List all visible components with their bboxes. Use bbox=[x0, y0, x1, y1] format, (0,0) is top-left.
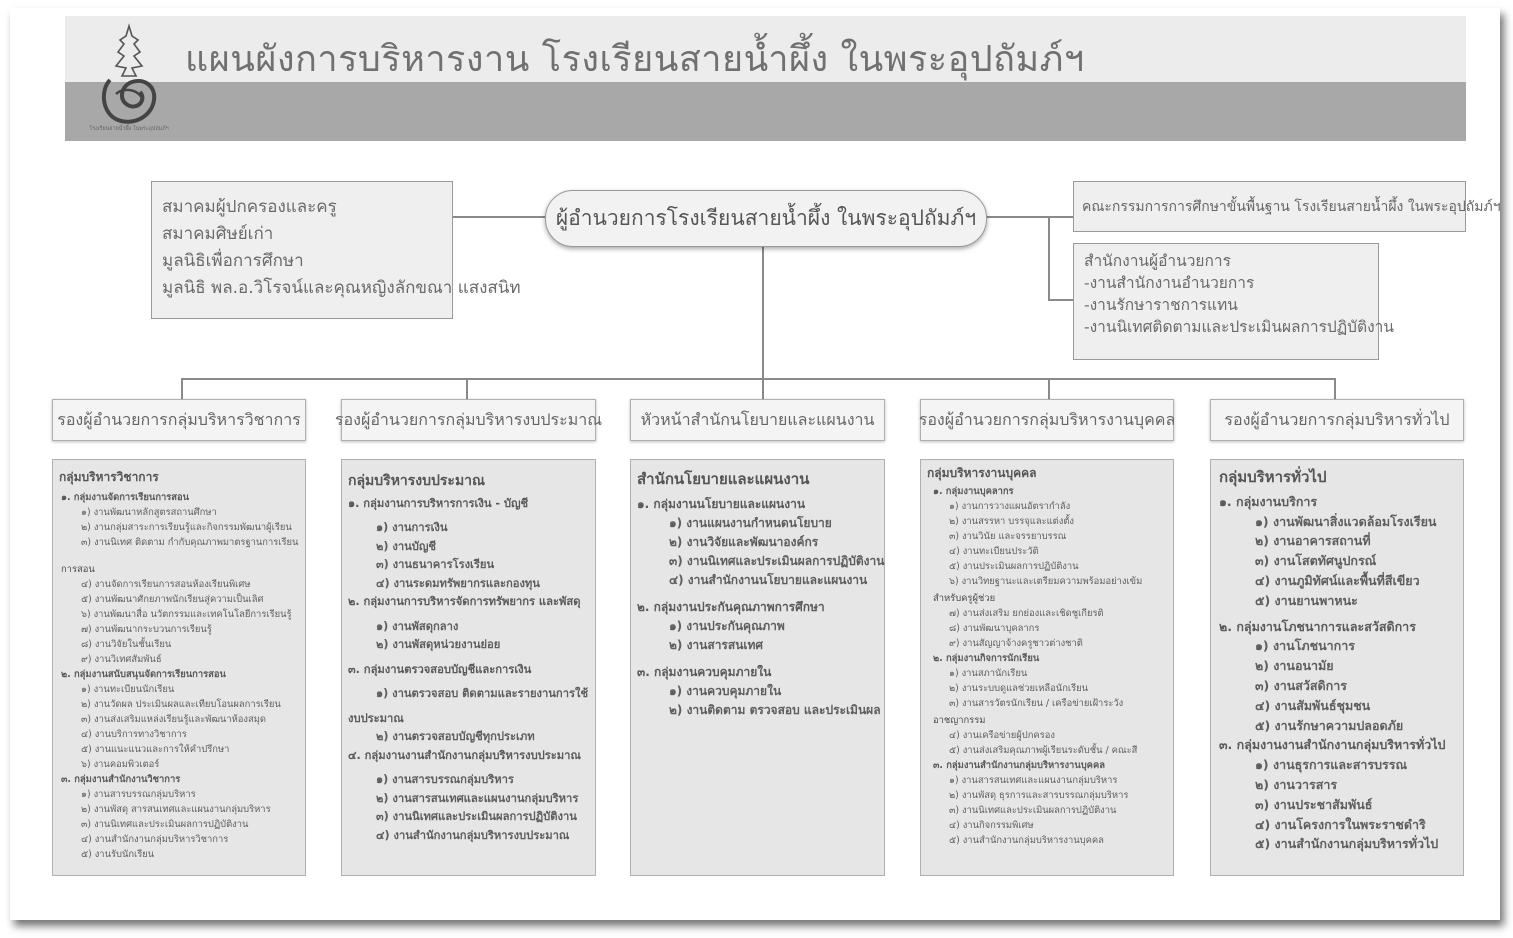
head-budget: รองผู้อำนวยการกลุ่มบริหารงบประมาณ bbox=[341, 399, 596, 441]
task-item: ๘) งานพัฒนาบุคลากร bbox=[949, 623, 1040, 634]
spacer bbox=[637, 590, 878, 598]
task-item: ๑) งานสารสนเทศและแผนงานกลุ่มบริหาร bbox=[949, 775, 1118, 786]
task-item: ๔) งานเครือข่ายผู้ปกครอง bbox=[949, 730, 1055, 741]
connector bbox=[181, 378, 1336, 380]
department-title: สำนักนโยบายและแผนงาน bbox=[637, 470, 810, 488]
task-item: ๕) งานประเมินผลการปฏิบัติงาน bbox=[949, 561, 1079, 572]
task-item: ๑) งานพัฒนาสิ่งแวดล้อมโรงเรียน bbox=[1255, 513, 1437, 529]
connector bbox=[453, 216, 545, 218]
task-item: ๕) งานรักษาความปลอดภัย bbox=[1255, 717, 1404, 733]
task-group: ๑. กลุ่มงานนโยบายและแผนงาน bbox=[637, 497, 806, 511]
task-item: ๒) งานอาคารสถานที่ bbox=[1255, 533, 1371, 549]
task-group: ๓. กลุ่มงานควบคุมภายใน bbox=[637, 665, 772, 679]
personnel-department-box bbox=[920, 459, 1174, 876]
box-line: สมาคมผู้ปกครองและครู bbox=[162, 197, 337, 217]
task-item: ๒) งานวัดผล ประเมินผลและเทียบโอนผลการเรียน bbox=[81, 699, 281, 710]
task-item: ๙) งานวิเทศสัมพันธ์ bbox=[81, 654, 162, 665]
task-group: ๒. กลุ่มงานโภชนาการและสวัสดิการ bbox=[1219, 618, 1416, 634]
task-item: ๑) งานสารบรรณกลุ่มบริหาร bbox=[376, 773, 514, 786]
header-band bbox=[65, 82, 1466, 141]
task-item: ๕) งานแนะแนวและการให้คำปรึกษา bbox=[81, 744, 230, 755]
spacer bbox=[59, 550, 299, 558]
task-group: ๑. กลุ่มงานบุคลากร bbox=[933, 486, 1014, 497]
task-item: ๓) งานสวัสดิการ bbox=[1255, 677, 1347, 693]
connector bbox=[985, 216, 1073, 218]
task-item: ๓) งานนิเทศและประเมินผลการปฏิบัติงาน bbox=[81, 819, 249, 830]
head-general: รองผู้อำนวยการกลุ่มบริหารทั่วไป bbox=[1210, 399, 1464, 441]
general-department-box bbox=[1210, 459, 1464, 876]
task-item: ๑) งานการวางแผนอัตรากำลัง bbox=[949, 501, 1071, 512]
department-title: กลุ่มบริหารวิชาการ bbox=[59, 470, 159, 484]
logo-caption: โรงเรียนสายน้ำผึ้ง ในพระอุปถัมภ์ฯ bbox=[89, 126, 169, 132]
page-title: แผนผังการบริหารงาน โรงเรียนสายน้ำผึ้ง ในพระอุปถัมภ์ฯ bbox=[185, 39, 1085, 80]
task-item: ๑) งานพัฒนาหลักสูตรสถานศึกษา bbox=[81, 507, 217, 518]
connector bbox=[1048, 378, 1050, 399]
task-item: ๓) งานนิเทศและประเมินผลการปฏิบัติงาน bbox=[669, 554, 885, 568]
task-group: ๒. กลุ่มงานกิจการนักเรียน bbox=[933, 653, 1040, 664]
director-office-box bbox=[1073, 243, 1394, 360]
connector bbox=[1048, 216, 1050, 300]
department-title: กลุ่มบริหารงานบุคคล bbox=[927, 466, 1037, 480]
task-item: ๒) งานติดตาม ตรวจสอบ และประเมินผล bbox=[669, 703, 881, 717]
task-item: ๑) งานธุรการและสารบรรณ bbox=[1255, 757, 1408, 773]
task-group: ๑. กลุ่มงานจัดการเรียนการสอน bbox=[61, 492, 190, 503]
task-item: ๗) งานพัฒนากระบวนการเรียนรู้ bbox=[81, 624, 212, 635]
task-group: สำหรับครูผู้ช่วย bbox=[933, 593, 996, 604]
task-item: ๕) งานรับนักเรียน bbox=[81, 849, 155, 860]
task-item: ๑) งานตรวจสอบ ติดตามและรายงานการใช้ bbox=[376, 687, 589, 700]
head-academic: รองผู้อำนวยการกลุ่มบริหารวิชาการ bbox=[52, 399, 306, 441]
task-item: ๑) งานประกันคุณภาพ bbox=[669, 619, 785, 633]
task-group: อาชญากรรม bbox=[933, 715, 986, 726]
task-item: ๘) งานวิจัยในชั้นเรียน bbox=[81, 639, 172, 650]
task-item: ๓) งานนิเทศ ติดตาม กำกับคุณภาพมาตรฐานการเรียน bbox=[81, 537, 299, 548]
task-item: ๒) งานสรรหา บรรจุและแต่งตั้ง bbox=[949, 516, 1074, 527]
task-item: ๔) งานภูมิทัศน์และพื้นที่สีเขียว bbox=[1255, 572, 1420, 588]
task-item: ๙) งานสัญญาจ้างครูชาวต่างชาติ bbox=[949, 638, 1083, 649]
task-item: ๕) งานพัฒนาศักยภาพนักเรียนสู่ความเป็นเลิศ bbox=[81, 594, 264, 605]
connector bbox=[181, 378, 183, 399]
task-item: ๕) งานสำนักงานกลุ่มบริหารทั่วไป bbox=[1255, 836, 1439, 852]
task-item: ๓) งานประชาสัมพันธ์ bbox=[1255, 796, 1373, 812]
task-group: ๒. กลุ่มงานการบริหารจัดการทรัพยากร และพัสดุ bbox=[348, 595, 581, 608]
task-item: ๔) งานสำนักงานนโยบายและแผนงาน bbox=[669, 573, 868, 587]
task-item: ๔) งานสำนักงานกลุ่มบริหารวิชาการ bbox=[81, 834, 229, 845]
task-item: ๔) งานโครงการในพระราชดำริ bbox=[1255, 816, 1426, 832]
task-item: ๒) งานวารสาร bbox=[1255, 776, 1338, 792]
task-item: ๑) งานสารบรรณกลุ่มบริหาร bbox=[81, 789, 196, 800]
task-item: ๖) งานพัฒนาสื่อ นวัตกรรมและเทคโนโลยีการเรียนรู้ bbox=[81, 609, 292, 620]
task-item: ๒) งานกลุ่มสาระการเรียนรู้และกิจกรรมพัฒนาผู้เรียน bbox=[81, 522, 292, 533]
task-group: ๔. กลุ่มงานงานสำนักงานกลุ่มบริหารงบประมาณ bbox=[348, 748, 581, 762]
task-group: ๓. กลุ่มงานตรวจสอบบัญชีและการเงิน bbox=[348, 662, 532, 676]
task-item: ๑) งานพัสดุกลาง bbox=[376, 619, 459, 633]
connector bbox=[1048, 299, 1073, 301]
head-personnel: รองผู้อำนวยการกลุ่มบริหารงานบุคคล bbox=[920, 399, 1174, 441]
task-item: ๔) งานกิจกรรมพิเศษ bbox=[949, 820, 1034, 831]
box-line: มูลนิธิ พล.อ.วิโรจน์และคุณหญิงลักขณา แสงสนิท bbox=[162, 278, 521, 298]
department-title: กลุ่มบริหารทั่วไป bbox=[1219, 468, 1327, 486]
task-group: ๑. กลุ่มงานการบริหารการเงิน - บัญชี bbox=[348, 496, 529, 510]
task-item: ๖) งานคอมพิวเตอร์ bbox=[81, 759, 160, 770]
task-group: ๓. กลุ่มงานสำนักงานวิชาการ bbox=[61, 774, 181, 785]
parents-associations-box bbox=[151, 181, 521, 319]
task-item: ๔) งานบริการทางวิชาการ bbox=[81, 729, 187, 740]
box-line: -งานนิเทศติดตามและประเมินผลการปฏิบัติงาน bbox=[1084, 318, 1394, 336]
task-item: ๒) งานระบบดูแลช่วยเหลือนักเรียน bbox=[949, 683, 1089, 694]
task-item: ๒) งานสารสนเทศ bbox=[669, 638, 764, 652]
task-group: การสอน bbox=[61, 564, 95, 575]
task-item: ๓) งานโสตทัศนูปกรณ์ bbox=[1255, 553, 1377, 569]
spacer bbox=[637, 655, 878, 663]
director-node: ผู้อำนวยการโรงเรียนสายน้ำผึ้ง ในพระอุปถัมภ์ฯ bbox=[545, 190, 987, 247]
task-item: ๔) งานทะเบียนประวัติ bbox=[949, 546, 1039, 557]
task-item: ๒) งานพัสดุหน่วยงานย่อย bbox=[376, 638, 501, 651]
task-item: ๕) งานส่งเสริมคุณภาพผู้เรียนระดับชั้น / คณะสี bbox=[949, 745, 1138, 756]
box-line: -งานสำนักงานอำนวยการ bbox=[1084, 274, 1255, 292]
box-line: สมาคมศิษย์เก่า bbox=[162, 224, 274, 244]
connector bbox=[466, 378, 468, 399]
task-item: ๓) งานวินัย และจรรยาบรรณ bbox=[949, 531, 1067, 542]
task-item: ๓) งานสารวัตรนักเรียน / เครือข่ายเฝ้าระวัง bbox=[949, 698, 1124, 709]
task-item: ๑) งานสภานักเรียน bbox=[949, 668, 1028, 679]
task-item: ๒) งานวิจัยและพัฒนาองค์กร bbox=[669, 535, 819, 549]
task-item: ๑) งานทะเบียนนักเรียน bbox=[81, 684, 175, 695]
connector bbox=[1334, 378, 1336, 399]
task-item: ๓) งานนิเทศและประเมินผลการปฏิบัติงาน bbox=[376, 810, 577, 823]
task-item: ๒) งานบัญชี bbox=[376, 539, 437, 553]
task-item: ๑) งานแผนงานกำหนดนโยบาย bbox=[669, 516, 832, 530]
task-item: ๒) งานตรวจสอบบัญชีทุกประเภท bbox=[376, 730, 535, 743]
box-line: สำนักงานผู้อำนวยการ bbox=[1084, 252, 1231, 270]
task-group: ๑. กลุ่มงานบริการ bbox=[1219, 493, 1318, 509]
task-group: ๓. กลุ่มงานสำนักงานกลุ่มบริหารงานบุคคล bbox=[933, 760, 1105, 771]
task-item: ๔) งานจัดการเรียนการสอนห้องเรียนพิเศษ bbox=[81, 579, 251, 590]
task-item: ๑) งานการเงิน bbox=[376, 521, 448, 534]
school-emblem-icon bbox=[89, 24, 169, 134]
task-item: ๗) งานส่งเสริม ยกย่องและเชิดชูเกียรติ bbox=[949, 608, 1104, 619]
task-group: ๓. กลุ่มงานงานสำนักงานกลุ่มบริหารทั่วไป bbox=[1219, 737, 1446, 753]
task-item: ๒) งานอนามัย bbox=[1255, 658, 1334, 674]
task-item: ๑) งานควบคุมภายใน bbox=[669, 684, 782, 698]
committee-box: คณะกรรมการการศึกษาขั้นพื้นฐาน โรงเรียนสายน้ำผึ้ง ในพระอุปถัมภ์ฯ bbox=[1073, 181, 1466, 232]
task-group: ๒. กลุ่มงานประกันคุณภาพการศึกษา bbox=[637, 600, 825, 614]
task-item: ๓) งานธนาคารโรงเรียน bbox=[376, 558, 495, 571]
task-item: ๔) งานสำนักงานกลุ่มบริหารงบประมาณ bbox=[376, 828, 570, 842]
task-item: ๒) งานพัสดุ ธุรการและสารบรรณกลุ่มบริหาร bbox=[949, 790, 1129, 801]
box-line: มูลนิธิเพื่อการศึกษา bbox=[162, 251, 304, 271]
academic-department-box bbox=[52, 459, 306, 876]
task-item: ๑) งานโภชนาการ bbox=[1255, 638, 1355, 654]
task-item: ๔) งานระดมทรัพยากรและกองทุน bbox=[376, 576, 540, 590]
connector bbox=[762, 245, 764, 399]
task-item: ๒) งานพัสดุ สารสนเทศและแผนงานกลุ่มบริหาร bbox=[81, 804, 271, 815]
task-group: ๒. กลุ่มงานสนับสนุนจัดการเรียนการสอน bbox=[61, 669, 226, 680]
task-item: ๕) งานสำนักงานกลุ่มบริหารงานบุคคล bbox=[949, 835, 1104, 846]
budget-department-box bbox=[341, 459, 596, 876]
task-item: ๓) งานนิเทศและประเมินผลการปฏิบัติงาน bbox=[949, 805, 1117, 816]
task-item: ๔) งานสัมพันธ์ชุมชน bbox=[1255, 697, 1371, 713]
task-item: ๕) งานยานพาหนะ bbox=[1255, 592, 1358, 608]
task-item: ๖) งานวิทยฐานะและเตรียมความพร้อมอย่างเข้ม bbox=[949, 576, 1143, 587]
task-item: ๒) งานสารสนเทศและแผนงานกลุ่มบริหาร bbox=[376, 791, 579, 805]
department-title: กลุ่มบริหารงบประมาณ bbox=[348, 473, 486, 489]
policy-department-box bbox=[630, 459, 885, 876]
head-policy: หัวหน้าสำนักนโยบายและแผนงาน bbox=[630, 399, 885, 441]
task-group: งบประมาณ bbox=[348, 711, 404, 725]
task-item: ๓) งานส่งเสริมแหล่งเรียนรู้และพัฒนาห้องสมุด bbox=[81, 714, 266, 725]
box-line: -งานรักษาราชการแทน bbox=[1084, 296, 1238, 314]
